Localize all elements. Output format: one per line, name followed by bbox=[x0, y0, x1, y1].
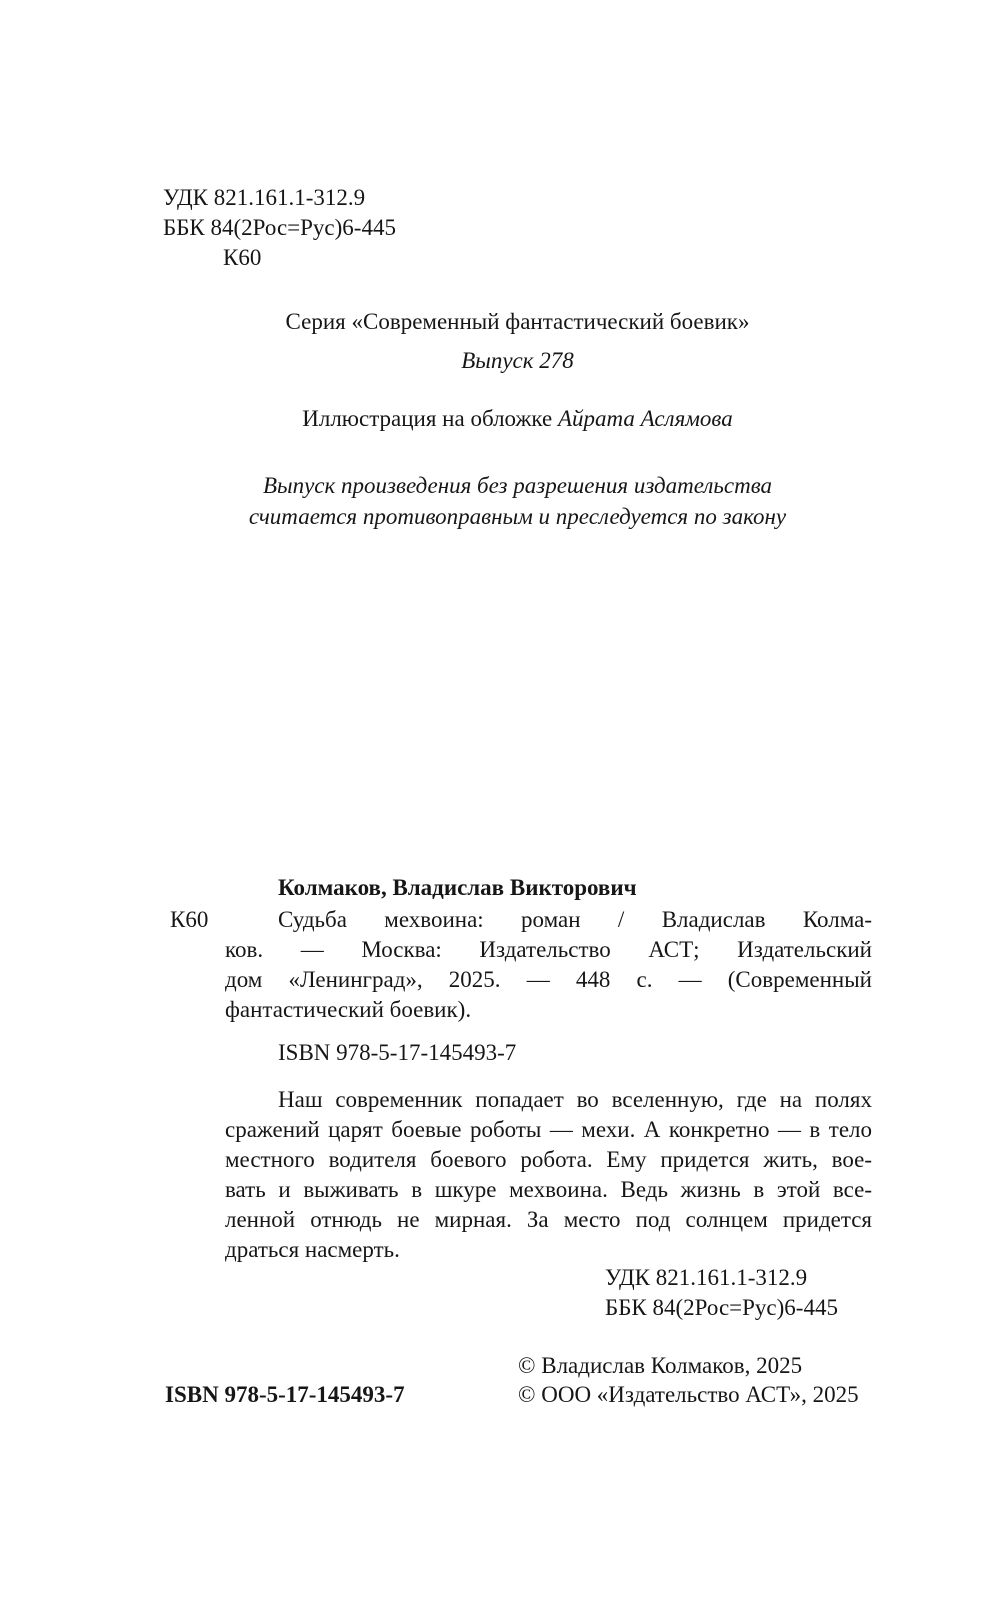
record-description bbox=[225, 905, 872, 1025]
bottom-bbk-line: ББК 84(2Рос=Рус)6-445 bbox=[605, 1295, 838, 1320]
record-line: дом «Ленинград», 2025. — 448 с. — (Современный bbox=[225, 967, 872, 992]
copyright-author-line: © Владислав Колмаков, 2025 bbox=[518, 1353, 803, 1378]
record-author-code: К60 bbox=[170, 907, 209, 932]
annotation-line: местного водителя боевого робота. Ему придется жить, вое- bbox=[225, 1147, 872, 1172]
record-author-heading: Колмаков, Владислав Викторович bbox=[278, 875, 637, 900]
legal-notice-block bbox=[163, 470, 872, 532]
bottom-codes-block bbox=[605, 1263, 838, 1323]
cover-credit-artist: Айрата Аслямова bbox=[557, 406, 733, 431]
record-line: фантастический боевик). bbox=[225, 997, 472, 1022]
top-codes-block bbox=[163, 183, 396, 273]
author-code-line: К60 bbox=[223, 245, 262, 270]
udc-code-line: УДК 821.161.1-312.9 bbox=[163, 185, 366, 210]
copyright-publisher-line: © ООО «Издательство АСТ», 2025 bbox=[518, 1382, 859, 1407]
series-title-line: Серия «Современный фантастический боевик» bbox=[285, 309, 750, 334]
record-isbn-line: ISBN 978-5-17-145493-7 bbox=[278, 1040, 517, 1065]
annotation-line: Наш современник попадает во вселенную, где на полях bbox=[278, 1087, 872, 1112]
series-issue-line: Выпуск 278 bbox=[461, 348, 574, 373]
annotation-line: вать и выживать в шкуре мехвоина. Ведь жизнь в этой все- bbox=[225, 1177, 872, 1202]
bottom-isbn-line: ISBN 978-5-17-145493-7 bbox=[165, 1382, 405, 1407]
cover-credit-prefix: Иллюстрация на обложке bbox=[302, 406, 553, 431]
annotation-line: драться насмерть. bbox=[225, 1237, 400, 1262]
annotation-paragraph bbox=[225, 1085, 872, 1265]
annotation-line: сражений царят боевые роботы — мехи. А конкретно — в тело bbox=[225, 1117, 872, 1142]
bbk-code-line: ББК 84(2Рос=Рус)6-445 bbox=[163, 215, 396, 240]
legal-notice-line2: считается противоправным и преследуется по закону bbox=[248, 504, 787, 529]
record-line: Судьба мехвоина: роман / Владислав Колма- bbox=[278, 907, 872, 932]
annotation-line: ленной отнюдь не мирная. За место под солнцем придется bbox=[225, 1207, 872, 1232]
bottom-udc-line: УДК 821.161.1-312.9 bbox=[605, 1265, 808, 1290]
cover-credit-line bbox=[163, 404, 872, 434]
record-line: ков. — Москва: Издательство АСТ; Издательский bbox=[225, 937, 872, 962]
legal-notice-line1: Выпуск произведения без разрешения издательства bbox=[262, 473, 773, 498]
